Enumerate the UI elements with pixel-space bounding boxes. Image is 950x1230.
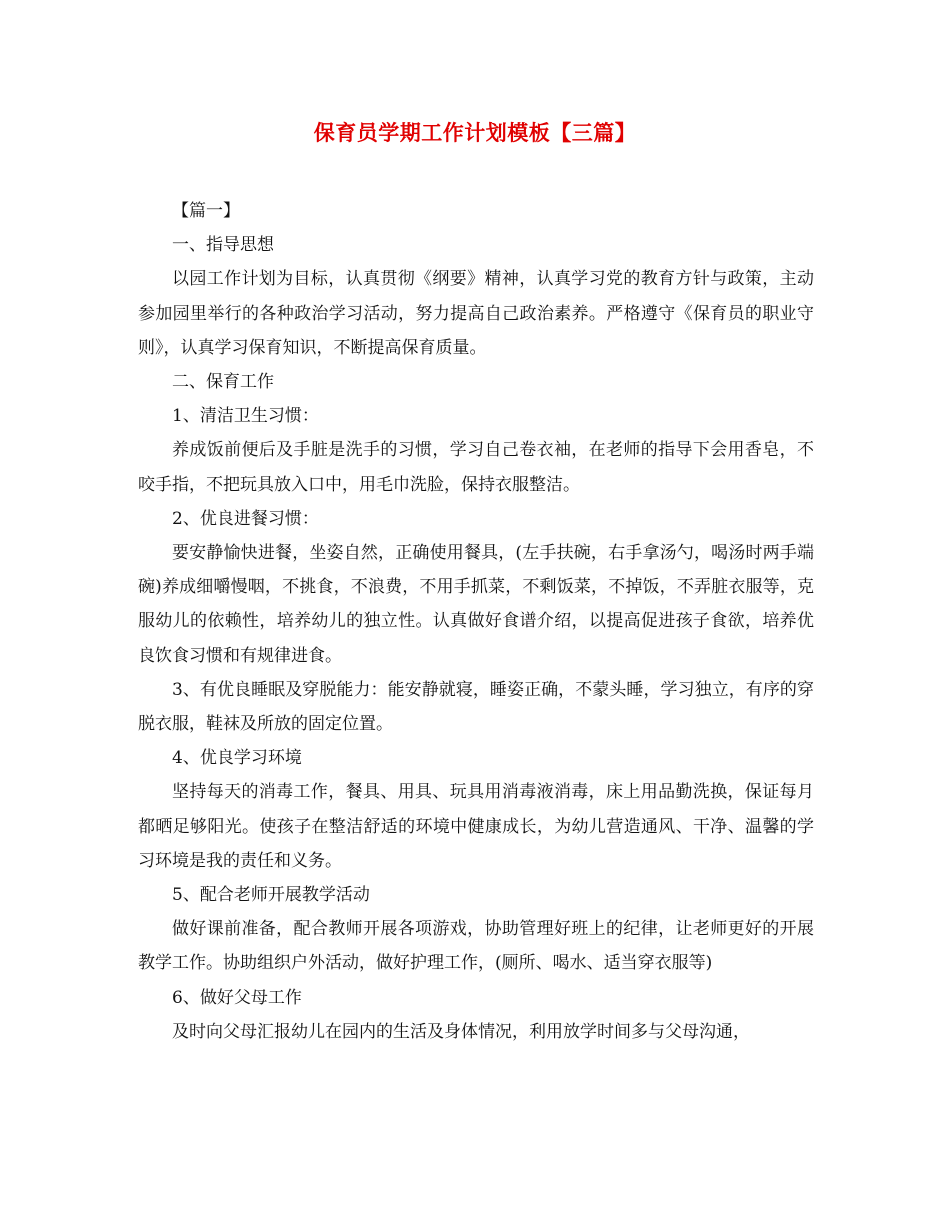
section-heading: 【篇一】: [172, 201, 240, 221]
item-heading: 5、配合老师开展教学活动: [172, 885, 370, 906]
paragraph: 3、有优良睡眠及穿脱能力：能安静就寝，睡姿正确，不蒙头睡，学习独立，有序的穿脱衣服，鞋袜及所放的固定位置。: [138, 679, 814, 735]
item-heading: 1、清洁卫生习惯：: [172, 406, 319, 427]
paragraph: 以园工作计划为目标，认真贯彻《纲要》精神，认真学习党的教育方针与政策，主动参加园里举行的各种政治学习活动，努力提高自己政治素养。严格遵守《保育员的职业守则》，认真学习保育知识，不断提高保育质量。: [138, 269, 814, 358]
paragraph: 做好课前准备，配合教师开展各项游戏，协助管理好班上的纪律，让老师更好的开展教学工作。协助组织户外活动，做好护理工作，(厕所、喝水、适当穿衣服等): [138, 919, 814, 974]
document-body: [138, 194, 814, 1049]
document-title: 保育员学期工作计划模板【三篇】: [313, 120, 637, 145]
paragraph: 养成饭前便后及手脏是洗手的习惯，学习自己卷衣袖，在老师的指导下会用香皂，不咬手指，不把玩具放入口中，用毛巾洗脸，保持衣服整洁。: [138, 440, 814, 495]
item-heading: 6、做好父母工作: [172, 987, 302, 1008]
paragraph: 坚持每天的消毒工作，餐具、用具、玩具用消毒液消毒，床上用品勤洗换，保证每月都晒足够阳光。使孩子在整洁舒适的环境中健康成长，为幼儿营造通风、干净、温馨的学习环境是我的责任和义务。: [138, 782, 814, 871]
paragraph: 要安静愉快进餐，坐姿自然，正确使用餐具，(左手扶碗，右手拿汤勺，喝汤时两手端碗)养成细嚼慢咽，不挑食，不浪费，不用手抓菜，不剩饭菜，不掉饭，不弄脏衣服等，克服幼儿的依赖性，培养幼儿的独立性。认真做好食谱介绍，以提高促进孩子食欲，培养优良饮食习惯和有规律进食。: [138, 543, 814, 666]
item-heading: 2、优良进餐习惯：: [172, 508, 319, 529]
item-heading: 4、优良学习环境: [172, 748, 302, 769]
subheading: 二、保育工作: [172, 372, 274, 393]
paragraph: 及时向父母汇报幼儿在园内的生活及身体情况，利用放学时间多与父母沟通，: [172, 1021, 750, 1042]
subheading: 一、指导思想: [172, 235, 274, 256]
